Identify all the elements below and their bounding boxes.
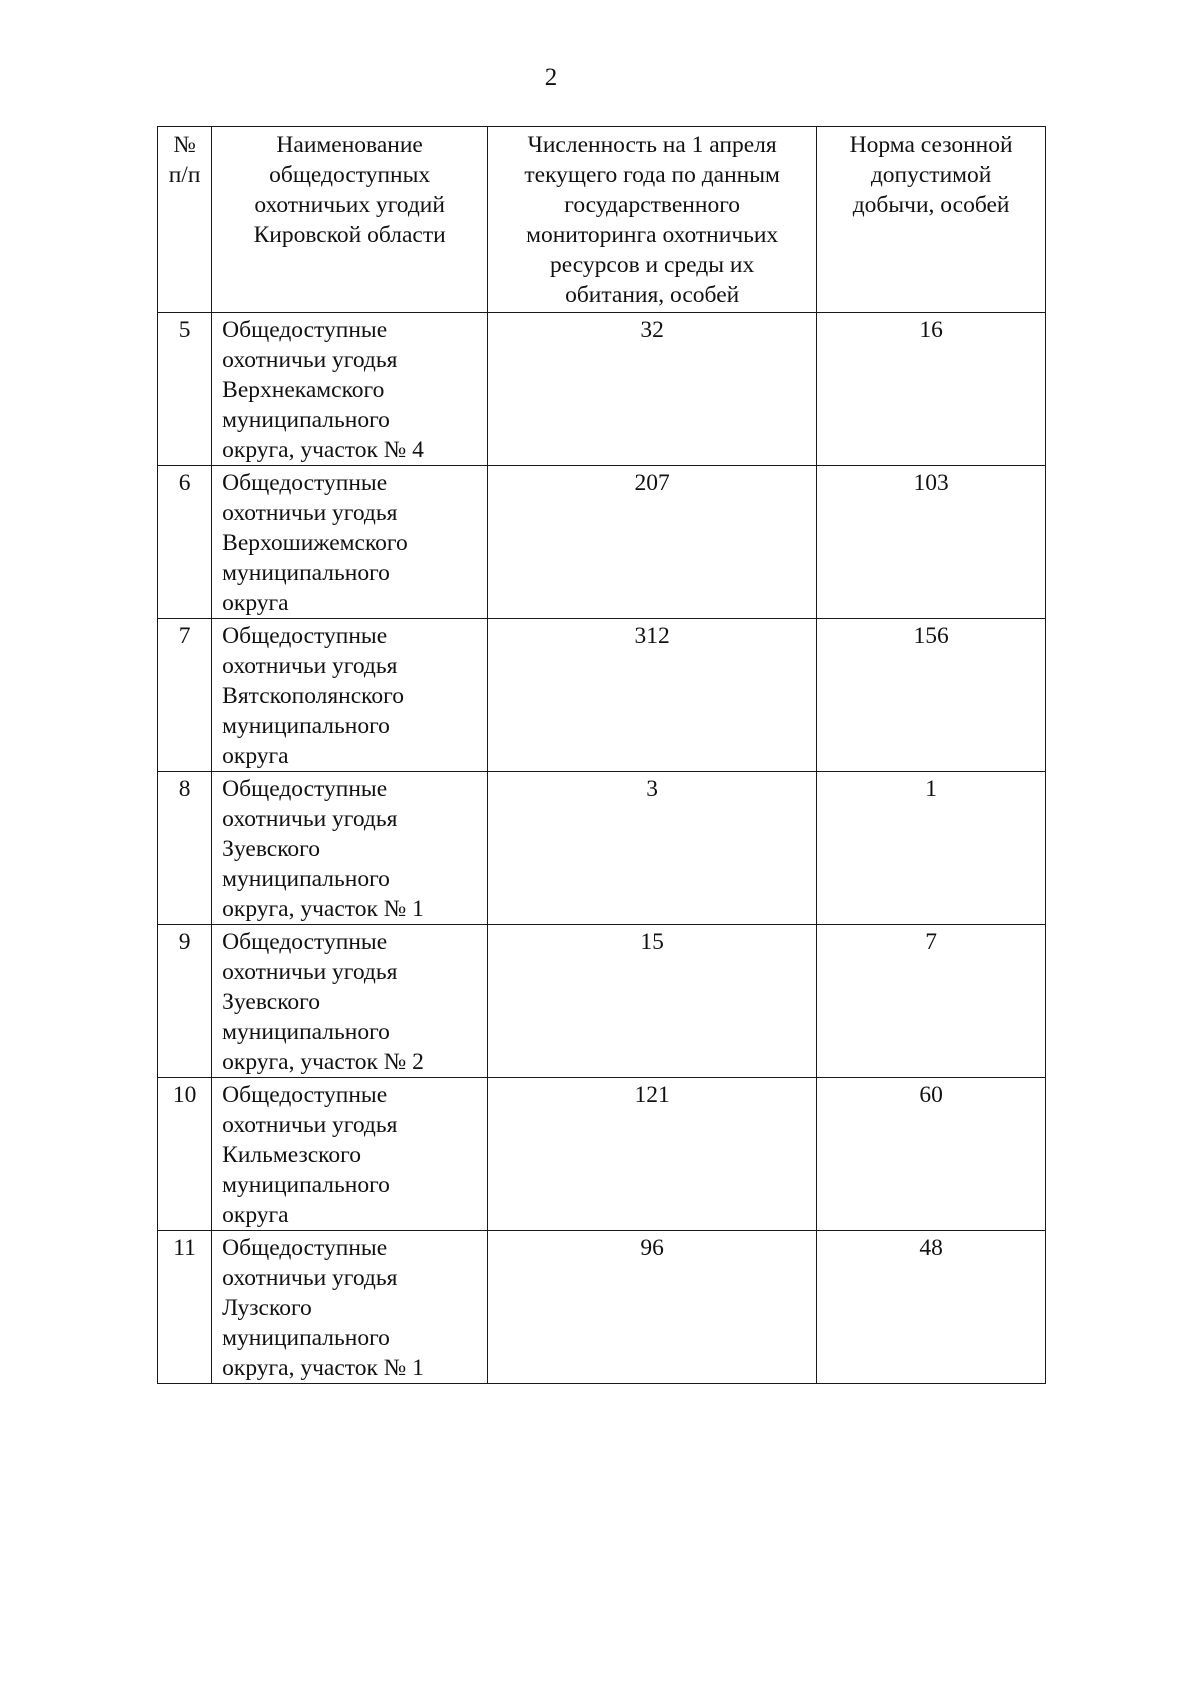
hunting-ground-name-line: Верхнекамского: [222, 377, 385, 403]
hunting-ground-name-cell: [212, 619, 488, 772]
population-count-cell: 207: [488, 466, 817, 619]
hunting-ground-name-line: Лузского: [222, 1295, 312, 1321]
header-num-line: №: [173, 132, 196, 158]
row-number-cell: 10: [158, 1078, 212, 1231]
header-norm-line: допустимой: [870, 162, 992, 188]
header-name: [212, 127, 488, 313]
header-num-line: п/п: [168, 162, 201, 188]
header-name-line: охотничьих угодий: [254, 192, 445, 218]
header-count: [488, 127, 817, 313]
harvest-norm-cell: 60: [817, 1078, 1046, 1231]
harvest-norm-cell: 48: [817, 1231, 1046, 1384]
harvest-norm-cell: 103: [817, 466, 1046, 619]
harvest-norm-cell: 16: [817, 313, 1046, 466]
table-body: [158, 313, 1046, 1384]
hunting-ground-name-line: муниципального: [222, 713, 390, 739]
hunting-ground-name-line: муниципального: [222, 866, 390, 892]
hunting-ground-name-cell: [212, 925, 488, 1078]
hunting-ground-name-line: округа, участок № 4: [222, 437, 424, 463]
hunting-ground-name-cell: [212, 313, 488, 466]
hunting-ground-name-line: округа, участок № 1: [222, 1355, 424, 1381]
hunting-ground-name-line: Общедоступные: [222, 776, 388, 802]
population-count-cell: 32: [488, 313, 817, 466]
table-row: [158, 619, 1046, 772]
hunting-ground-name-cell: [212, 1231, 488, 1384]
hunting-ground-name-line: Общедоступные: [222, 317, 388, 343]
hunting-ground-name-line: охотничьи угодья: [222, 959, 398, 985]
header-name-line: Кировской области: [253, 222, 446, 248]
header-name-line: Наименование: [276, 132, 423, 158]
table-row: [158, 1078, 1046, 1231]
hunting-ground-name-line: муниципального: [222, 407, 390, 433]
hunting-ground-name-cell: [212, 1078, 488, 1231]
row-number-cell: 11: [158, 1231, 212, 1384]
row-number-cell: 5: [158, 313, 212, 466]
hunting-grounds-table: [157, 126, 1046, 1384]
hunting-ground-name-line: Общедоступные: [222, 1082, 388, 1108]
hunting-ground-name-line: охотничьи угодья: [222, 347, 398, 373]
page-number: 2: [544, 64, 558, 91]
table-row: [158, 925, 1046, 1078]
hunting-ground-name-cell: [212, 466, 488, 619]
hunting-ground-name-line: Общедоступные: [222, 1235, 388, 1261]
header-norm-line: добычи, особей: [852, 192, 1010, 218]
row-number-cell: 7: [158, 619, 212, 772]
harvest-norm-cell: 1: [817, 772, 1046, 925]
header-count-line: мониторинга охотничьих: [526, 222, 779, 248]
table-header-row: [158, 127, 1046, 313]
hunting-ground-name-line: муниципального: [222, 560, 390, 586]
header-count-line: Численность на 1 апреля: [527, 132, 777, 158]
header-norm: [817, 127, 1046, 313]
hunting-ground-name-line: охотничьи угодья: [222, 653, 398, 679]
row-number-cell: 9: [158, 925, 212, 1078]
table-row: [158, 1231, 1046, 1384]
hunting-ground-name-line: округа: [222, 743, 289, 769]
header-count-line: текущего года по данным: [524, 162, 780, 188]
hunting-ground-name-line: округа: [222, 1202, 289, 1228]
hunting-ground-name-line: Вятскополянского: [222, 683, 404, 709]
population-count-cell: 121: [488, 1078, 817, 1231]
row-number-cell: 6: [158, 466, 212, 619]
population-count-cell: 312: [488, 619, 817, 772]
header-count-line: ресурсов и среды их: [550, 252, 755, 278]
hunting-ground-name-line: Зуевского: [222, 989, 320, 1015]
hunting-ground-name-line: Общедоступные: [222, 470, 388, 496]
table-row: [158, 772, 1046, 925]
population-count-cell: 15: [488, 925, 817, 1078]
hunting-ground-name-line: муниципального: [222, 1172, 390, 1198]
table-row: [158, 466, 1046, 619]
header-num: [158, 127, 212, 313]
hunting-ground-name-line: Общедоступные: [222, 623, 388, 649]
header-count-line: обитания, особей: [565, 282, 740, 308]
hunting-ground-name-line: муниципального: [222, 1019, 390, 1045]
header-norm-line: Норма сезонной: [849, 132, 1013, 158]
hunting-ground-name-line: Верхошижемского: [222, 530, 408, 556]
population-count-cell: 3: [488, 772, 817, 925]
hunting-ground-name-line: охотничьи угодья: [222, 1112, 398, 1138]
hunting-ground-name-line: округа, участок № 2: [222, 1049, 424, 1075]
hunting-ground-name-line: округа: [222, 590, 289, 616]
harvest-norm-cell: 7: [817, 925, 1046, 1078]
header-name-line: общедоступных: [269, 162, 431, 188]
hunting-ground-name-line: охотничьи угодья: [222, 806, 398, 832]
hunting-ground-name-line: Зуевского: [222, 836, 320, 862]
hunting-ground-name-line: округа, участок № 1: [222, 896, 424, 922]
hunting-ground-name-line: Общедоступные: [222, 929, 388, 955]
harvest-norm-cell: 156: [817, 619, 1046, 772]
row-number-cell: 8: [158, 772, 212, 925]
population-count-cell: 96: [488, 1231, 817, 1384]
hunting-ground-name-line: охотничьи угодья: [222, 500, 398, 526]
hunting-ground-name-line: охотничьи угодья: [222, 1265, 398, 1291]
header-count-line: государственного: [564, 192, 740, 218]
table-row: [158, 313, 1046, 466]
hunting-ground-name-cell: [212, 772, 488, 925]
hunting-ground-name-line: муниципального: [222, 1325, 390, 1351]
hunting-ground-name-line: Кильмезского: [222, 1142, 361, 1168]
